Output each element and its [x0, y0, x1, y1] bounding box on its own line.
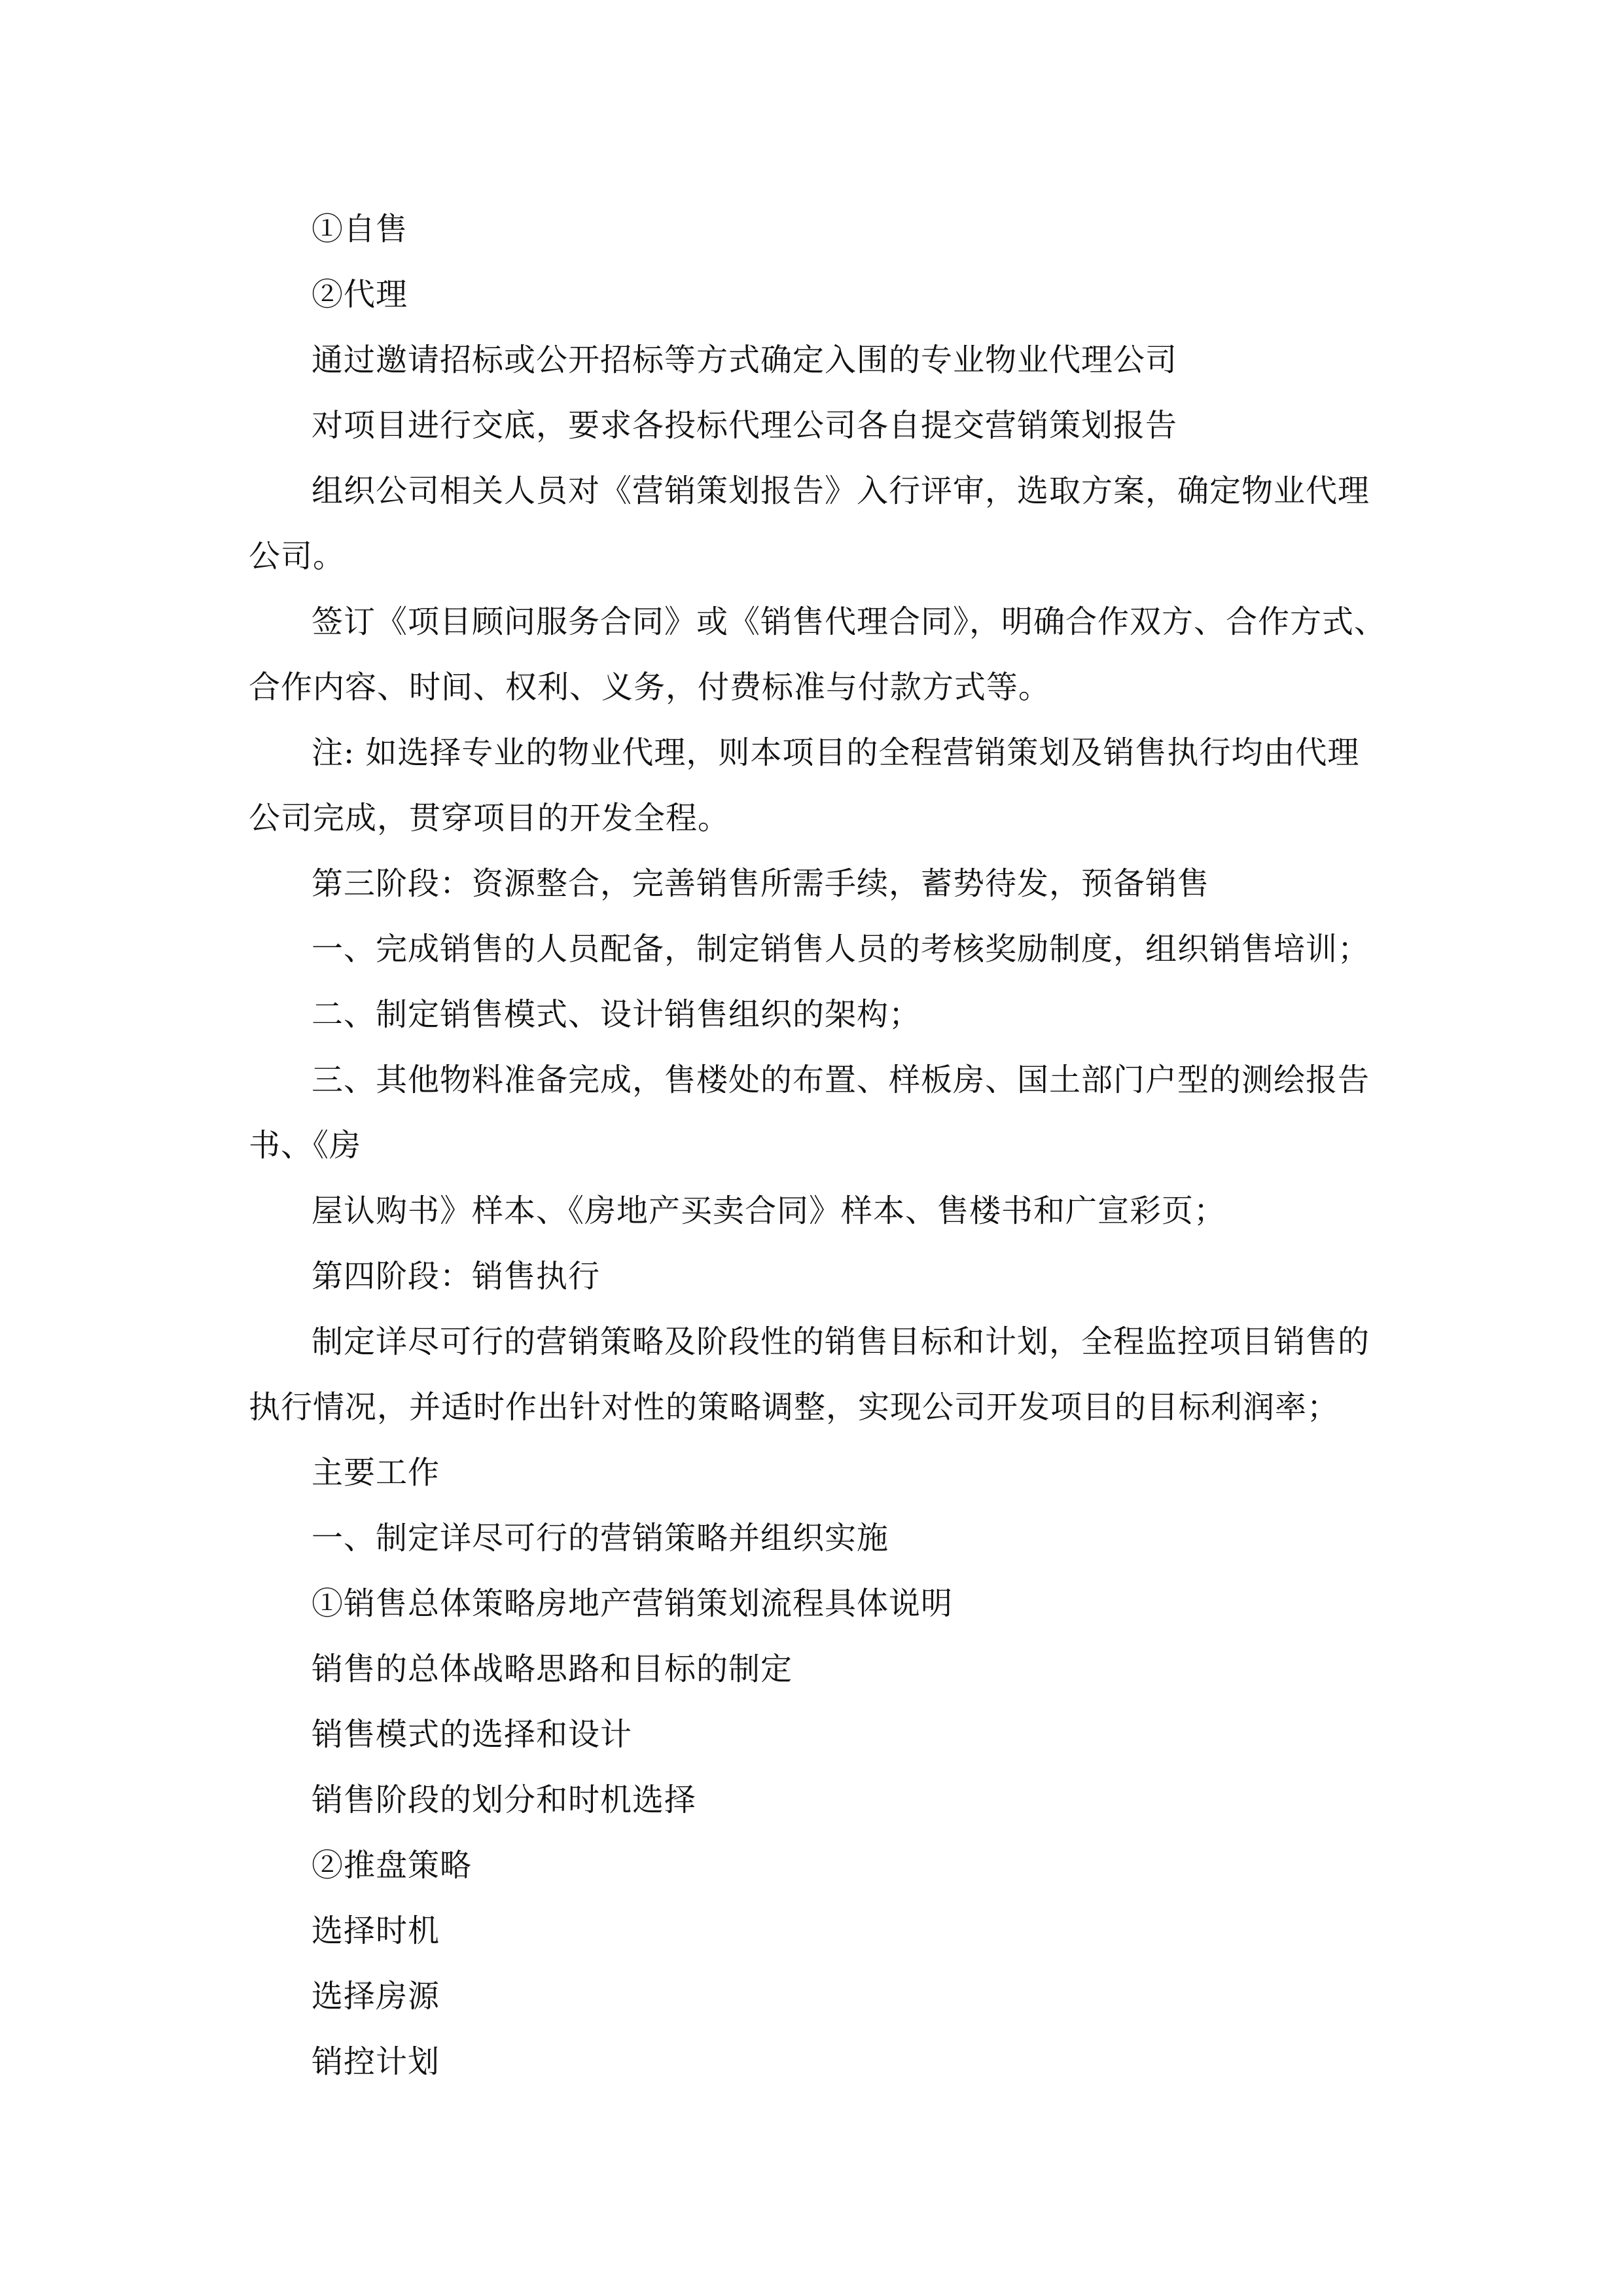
- paragraph: 主要工作: [312, 1454, 440, 1491]
- paragraph: 销控计划: [312, 2043, 440, 2080]
- paragraph: 通过邀请招标或公开招标等方式确定入围的专业物业代理公司: [312, 342, 1178, 378]
- paragraph: 三、其他物料准备完成，售楼处的布置、样板房、国土部门户型的测绘报告书、《房: [249, 1062, 1370, 1164]
- paragraph: 注: 如选择专业的物业代理，则本项目的全程营销策划及销售执行均由代理公司完成，贯穿项目的开发全程。: [249, 734, 1360, 836]
- paragraph: 第三阶段：资源整合，完善销售所需手续，蓄势待发，预备销售: [312, 865, 1210, 902]
- paragraph: ②代理: [312, 276, 408, 313]
- paragraph: 制定详尽可行的营销策略及阶段性的销售目标和计划，全程监控项目销售的执行情况，并适时作出针对性的策略调整，实现公司开发项目的目标利润率；: [249, 1323, 1370, 1426]
- paragraph: ①销售总体策略房地产营销策划流程具体说明: [312, 1585, 954, 1622]
- paragraph: 销售的总体战略思路和目标的制定: [312, 1651, 793, 1687]
- paragraph: 组织公司相关人员对《营销策划报告》入行评审，选取方案，确定物业代理公司。: [249, 473, 1370, 575]
- paragraph: 签订《项目顾问服务合同》或《销售代理合同》，明确合作双方、合作方式、合作内容、时间、权利、义务，付费标准与付款方式等。: [249, 603, 1387, 706]
- paragraph: 第四阶段：销售执行: [312, 1258, 601, 1295]
- paragraph: 屋认购书》样本、《房地产买卖合同》样本、售楼书和广宣彩页；: [312, 1193, 1226, 1229]
- paragraph: ②推盘策略: [312, 1847, 473, 1884]
- paragraph: 一、制定详尽可行的营销策略并组织实施: [312, 1520, 889, 1556]
- paragraph: ①自售: [312, 211, 408, 247]
- paragraph: 销售阶段的划分和时机选择: [312, 1782, 697, 1818]
- paragraph: 一、完成销售的人员配备，制定销售人员的考核奖励制度，组织销售培训；: [312, 931, 1370, 967]
- document-body: [249, 196, 1387, 2094]
- paragraph: 对项目进行交底，要求各投标代理公司各自提交营销策划报告: [312, 407, 1178, 444]
- paragraph: 销售模式的选择和设计: [312, 1716, 633, 1753]
- paragraph: 选择房源: [312, 1978, 440, 2015]
- paragraph: 选择时机: [312, 1912, 440, 1949]
- paragraph: 二、制定销售模式、设计销售组织的架构；: [312, 996, 921, 1033]
